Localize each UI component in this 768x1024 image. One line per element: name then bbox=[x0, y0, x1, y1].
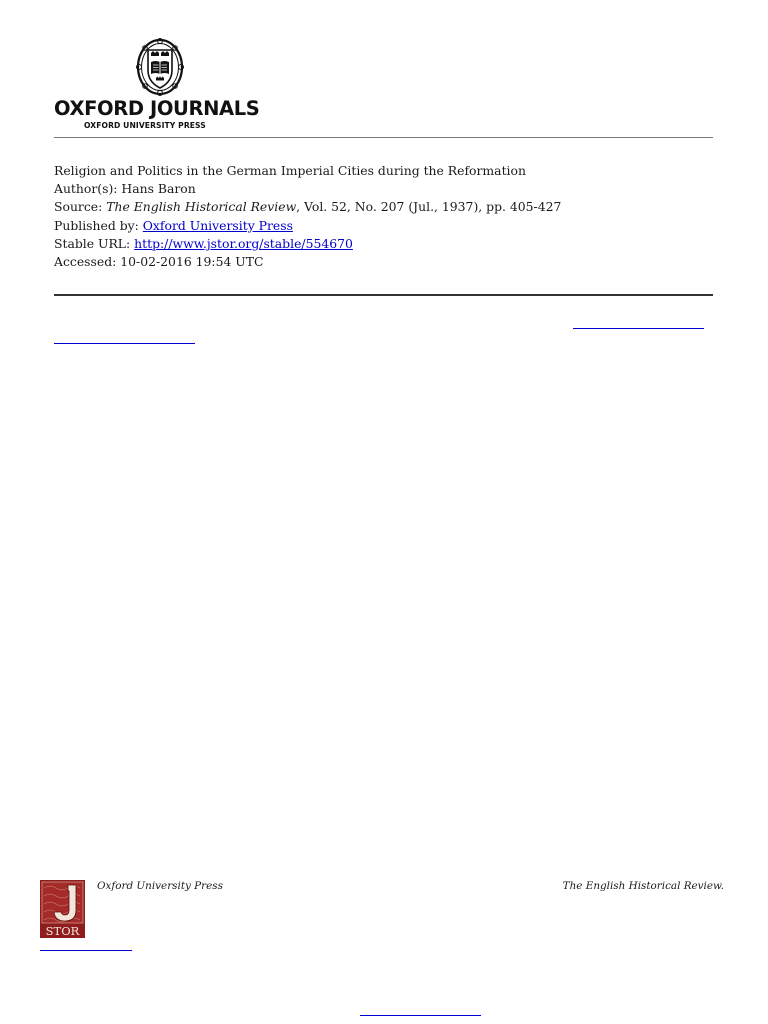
author-label: Author(s): bbox=[54, 181, 122, 197]
stable-url-label: Stable URL: bbox=[54, 235, 135, 251]
source-line bbox=[54, 198, 561, 216]
citation-divider bbox=[54, 294, 713, 296]
bottom-link-line[interactable] bbox=[360, 1015, 481, 1016]
logo-title: OXFORD JOURNALS bbox=[54, 97, 260, 120]
publisher-label: Published by: bbox=[54, 217, 143, 233]
footer-publisher: Oxford University Press bbox=[97, 880, 223, 892]
jstor-logo-text: STOR bbox=[45, 924, 80, 938]
logo-subtitle: OXFORD UNIVERSITY PRESS bbox=[84, 121, 206, 130]
terms-link-line-1[interactable] bbox=[573, 328, 704, 329]
author-line bbox=[54, 180, 561, 198]
article-title: Religion and Politics in the German Imperial Cities during the Reformation bbox=[54, 163, 526, 178]
accessed-line bbox=[54, 253, 561, 271]
jstor-logo-icon bbox=[40, 880, 85, 938]
accessed-label: Accessed: bbox=[54, 254, 121, 270]
publisher-link[interactable]: Oxford University Press bbox=[142, 217, 293, 233]
jstor-link-line[interactable] bbox=[40, 950, 132, 951]
stable-url-link[interactable]: http://www.jstor.org/stable/554670 bbox=[134, 235, 353, 251]
accessed-date: 10-02-2016 19:54 UTC bbox=[120, 254, 264, 270]
footer-journal: The English Historical Review. bbox=[562, 880, 724, 892]
oxford-journals-logo bbox=[54, 38, 274, 130]
header-divider bbox=[54, 137, 713, 138]
publisher-line bbox=[54, 217, 561, 235]
oxford-crest-icon bbox=[136, 38, 184, 96]
source-details: , Vol. 52, No. 207 (Jul., 1937), pp. 405-427 bbox=[296, 199, 562, 215]
citation-block bbox=[54, 162, 561, 271]
author-name: Hans Baron bbox=[121, 181, 196, 197]
stable-url-line bbox=[54, 235, 561, 253]
terms-link-line-2[interactable] bbox=[54, 343, 195, 344]
journal-title: The English Historical Review bbox=[106, 199, 297, 215]
source-label: Source: bbox=[54, 199, 107, 215]
